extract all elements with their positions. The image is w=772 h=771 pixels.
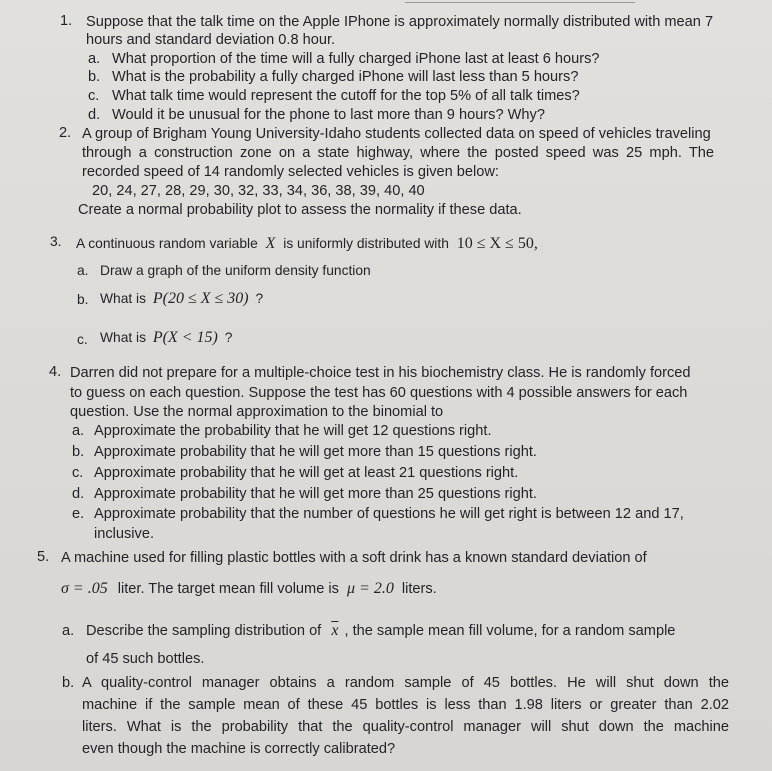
q5a-text-line2: of 45 such bottles. bbox=[86, 651, 205, 667]
q1b-label: b. bbox=[88, 69, 101, 85]
q5-sigma: σ = .05 bbox=[61, 580, 108, 597]
q1b-text: What is the probability a fully charged iPhone will last less than 5 hours? bbox=[112, 69, 579, 85]
q4b-label: b. bbox=[72, 444, 85, 460]
q1c-label: c. bbox=[88, 88, 100, 104]
q3b-label: b. bbox=[77, 292, 89, 307]
q5b-text-line4: even though the machine is correctly calibrated? bbox=[82, 741, 396, 757]
q3b-expression: P(20 ≤ X ≤ 30) bbox=[152, 290, 249, 307]
q5b-text-line3: liters. What is the probability that the quality-control manager will shut down the machine bbox=[82, 719, 729, 735]
top-rule bbox=[405, 2, 635, 3]
q5-text-line2: σ = .05 liter. The target mean fill volume is μ = 2.0 liters. bbox=[61, 580, 437, 597]
q5a-label: a. bbox=[62, 623, 75, 639]
q1d-text: Would it be unusual for the phone to last more than 9 hours? Why? bbox=[112, 107, 545, 123]
q3-number: 3. bbox=[50, 234, 62, 249]
q3a-label: a. bbox=[77, 263, 89, 278]
q4e-continuation: inclusive. bbox=[94, 526, 155, 542]
q5b-label: b. bbox=[62, 675, 75, 691]
q2-text-line3: recorded speed of 14 randomly selected vehicles is given below: bbox=[82, 164, 499, 180]
q5-xbar: $\overline{x}$ bbox=[331, 622, 339, 639]
q3b-text: What is P(20 ≤ X ≤ 30) ? bbox=[100, 290, 264, 307]
q2-text-line1: A group of Brigham Young University-Idaho students collected data on speed of vehicles traveling bbox=[82, 126, 711, 142]
q4e-label: e. bbox=[72, 506, 85, 522]
q1-number: 1. bbox=[60, 13, 73, 29]
q4c-label: c. bbox=[72, 465, 84, 481]
q3a-text: Draw a graph of the uniform density function bbox=[100, 263, 371, 278]
q4-text-line2: to guess on each question. Suppose the test has 60 questions with 4 possible answers for each bbox=[70, 385, 688, 401]
q5a-text-line1: Describe the sampling distribution of $\overline{x}$ , the sample mean fill volume, for a random sample bbox=[86, 622, 676, 639]
q1-text-line1: Suppose that the talk time on the Apple IPhone is approximately normally distributed with mean 7 bbox=[86, 14, 714, 30]
q4c-text: Approximate probability that he will get at least 21 questions right. bbox=[94, 465, 519, 481]
q1c-text: What talk time would represent the cutoff for the top 5% of all talk times? bbox=[112, 88, 580, 104]
q2-text-line2: through a construction zone on a state highway, where the posted speed was 25 mph. The bbox=[82, 145, 714, 161]
q2-number: 2. bbox=[59, 125, 72, 141]
q2-instruction: Create a normal probability plot to assess the normality if these data. bbox=[78, 202, 522, 218]
q5-number: 5. bbox=[37, 549, 50, 565]
q3-range: 10 ≤ X ≤ 50, bbox=[456, 235, 538, 252]
q4a-text: Approximate the probability that he will get 12 questions right. bbox=[94, 423, 492, 439]
q1a-text: What proportion of the time will a fully charged iPhone last at least 6 hours? bbox=[112, 51, 600, 67]
q4-number: 4. bbox=[49, 364, 62, 380]
q3-variable: X bbox=[265, 235, 276, 252]
q5b-text-line1: A quality-control manager obtains a random sample of 45 bottles. He will shut down the bbox=[82, 675, 729, 691]
q4d-text: Approximate probability that he will get more than 25 questions right. bbox=[94, 486, 537, 502]
q3c-label: c. bbox=[77, 332, 88, 347]
q5b-text-line2: machine if the sample mean of these 45 bottles is less than 1.98 liters or greater than 2.02 bbox=[82, 697, 729, 713]
q3c-text: What is P(X < 15) ? bbox=[100, 329, 233, 346]
q3c-expression: P(X < 15) bbox=[152, 329, 218, 346]
q5-mu: μ = 2.0 bbox=[346, 580, 394, 597]
q4d-label: d. bbox=[72, 486, 85, 502]
q5-text-line1: A machine used for filling plastic bottles with a soft drink has a known standard deviation of bbox=[61, 550, 647, 566]
q2-data: 20, 24, 27, 28, 29, 30, 32, 33, 34, 36, 38, 39, 40, 40 bbox=[92, 183, 425, 199]
q4b-text: Approximate probability that he will get more than 15 questions right. bbox=[94, 444, 537, 460]
q4a-label: a. bbox=[72, 423, 85, 439]
q1-text-line2: hours and standard deviation 0.8 hour. bbox=[86, 32, 336, 48]
q3-stem: A continuous random variable X is uniformly distributed with 10 ≤ X ≤ 50, bbox=[76, 235, 538, 252]
q4e-text: Approximate probability that the number of questions he will get right is between 12 and 17, bbox=[94, 506, 684, 522]
q4-text-line3: question. Use the normal approximation to the binomial to bbox=[70, 404, 444, 420]
q1d-label: d. bbox=[88, 107, 101, 123]
q4-text-line1: Darren did not prepare for a multiple-choice test in his biochemistry class. He is randomly forced bbox=[70, 365, 691, 381]
q1a-label: a. bbox=[88, 51, 101, 67]
